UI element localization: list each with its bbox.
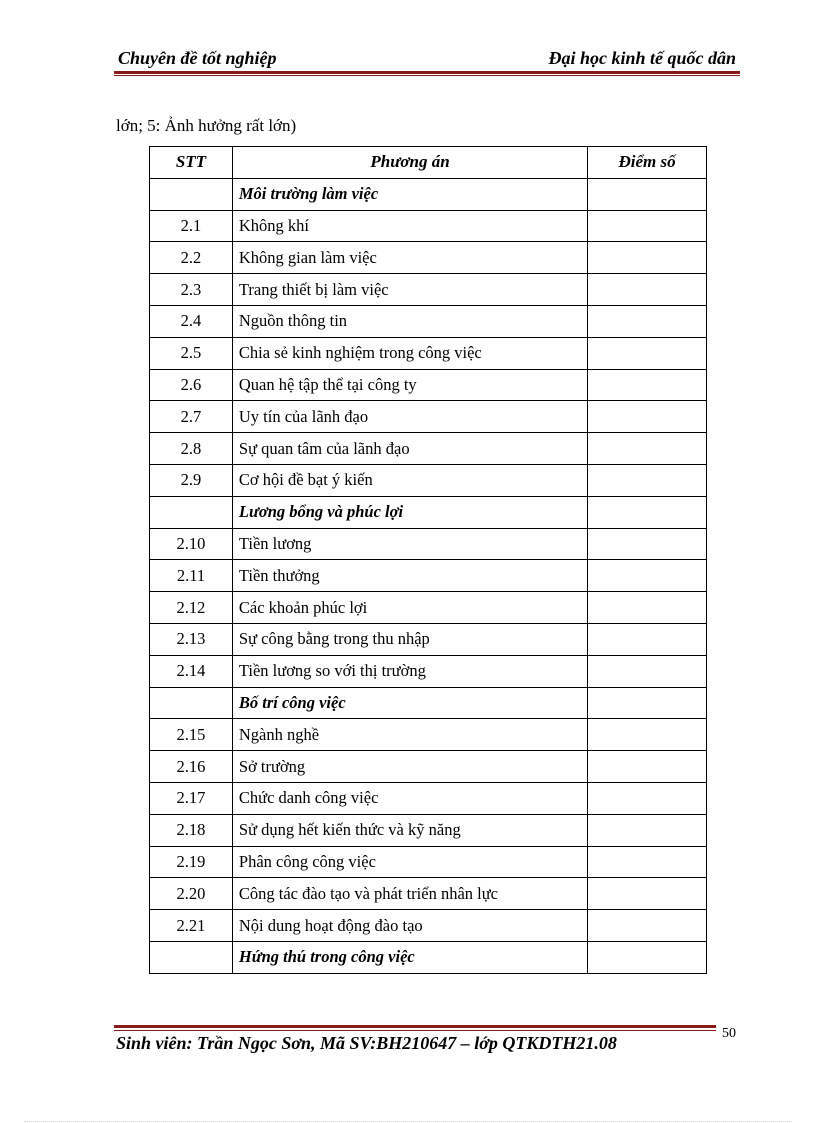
row-stt: 2.4 [150, 305, 233, 337]
row-stt: 2.19 [150, 846, 233, 878]
section-row [150, 496, 707, 528]
footer-rule-thin [114, 1030, 716, 1031]
header-phuong-an: Phương án [232, 147, 587, 179]
row-phuong-an: Sở trường [232, 751, 587, 783]
header-right-title: Đại học kinh tế quốc dân [548, 48, 736, 68]
row-diem-so [588, 305, 707, 337]
row-stt: 2.13 [150, 623, 233, 655]
header-rule-thick [114, 71, 740, 74]
table-row [150, 846, 707, 878]
row-stt: 2.2 [150, 242, 233, 274]
row-stt: 2.15 [150, 719, 233, 751]
table-row [150, 592, 707, 624]
table-row [150, 719, 707, 751]
footer-rule-thick [114, 1025, 716, 1028]
table-row [150, 210, 707, 242]
row-diem-so [588, 464, 707, 496]
survey-table [149, 146, 707, 974]
table-row [150, 242, 707, 274]
row-stt: 2.12 [150, 592, 233, 624]
row-phuong-an: Chia sẻ kinh nghiệm trong công việc [232, 337, 587, 369]
row-stt [150, 687, 233, 719]
table-header-row [150, 147, 707, 179]
row-phuong-an: Sự công bằng trong thu nhập [232, 623, 587, 655]
row-phuong-an: Không khí [232, 210, 587, 242]
section-row [150, 941, 707, 973]
row-phuong-an: Nguồn thông tin [232, 305, 587, 337]
row-phuong-an: Uy tín của lãnh đạo [232, 401, 587, 433]
row-diem-so [588, 433, 707, 465]
row-diem-so [588, 242, 707, 274]
row-phuong-an: Cơ hội đề bạt ý kiến [232, 464, 587, 496]
table-row [150, 751, 707, 783]
row-stt: 2.10 [150, 528, 233, 560]
section-title: Môi trường làm việc [232, 178, 587, 210]
section-row [150, 687, 707, 719]
section-row [150, 178, 707, 210]
table-row [150, 401, 707, 433]
row-diem-so [588, 560, 707, 592]
row-stt [150, 178, 233, 210]
row-diem-so [588, 751, 707, 783]
section-title: Hứng thú trong công việc [232, 941, 587, 973]
row-stt: 2.16 [150, 751, 233, 783]
row-phuong-an: Trang thiết bị làm việc [232, 274, 587, 306]
row-phuong-an: Ngành nghề [232, 719, 587, 751]
table-row [150, 782, 707, 814]
table-body [150, 178, 707, 973]
row-stt: 2.1 [150, 210, 233, 242]
row-stt: 2.8 [150, 433, 233, 465]
row-phuong-an: Quan hệ tập thể tại công ty [232, 369, 587, 401]
row-diem-so [588, 910, 707, 942]
header-rule-thin [114, 75, 740, 76]
header-left-title: Chuyên đề tốt nghiệp [118, 48, 277, 68]
row-diem-so [588, 623, 707, 655]
row-diem-so [588, 369, 707, 401]
table-row [150, 305, 707, 337]
row-phuong-an: Công tác đào tạo và phát triển nhân lực [232, 878, 587, 910]
row-diem-so [588, 528, 707, 560]
row-diem-so [588, 846, 707, 878]
table-row [150, 623, 707, 655]
table-row [150, 464, 707, 496]
row-stt: 2.5 [150, 337, 233, 369]
row-phuong-an: Tiền thưởng [232, 560, 587, 592]
row-diem-so [588, 719, 707, 751]
row-stt: 2.11 [150, 560, 233, 592]
table-row [150, 814, 707, 846]
table-row [150, 910, 707, 942]
row-phuong-an: Các khoản phúc lợi [232, 592, 587, 624]
table-row [150, 878, 707, 910]
row-diem-so [588, 687, 707, 719]
row-diem-so [588, 592, 707, 624]
row-phuong-an: Không gian làm việc [232, 242, 587, 274]
row-stt: 2.9 [150, 464, 233, 496]
table-row [150, 433, 707, 465]
table-row [150, 337, 707, 369]
header-diem-so: Điểm số [588, 147, 707, 179]
row-phuong-an: Phân công công việc [232, 846, 587, 878]
row-diem-so [588, 814, 707, 846]
row-stt [150, 496, 233, 528]
row-stt: 2.21 [150, 910, 233, 942]
row-diem-so [588, 941, 707, 973]
row-stt: 2.14 [150, 655, 233, 687]
row-stt: 2.20 [150, 878, 233, 910]
row-diem-so [588, 878, 707, 910]
header-stt: STT [150, 147, 233, 179]
section-title: Lương bổng và phúc lợi [232, 496, 587, 528]
row-diem-so [588, 337, 707, 369]
row-diem-so [588, 274, 707, 306]
row-stt: 2.6 [150, 369, 233, 401]
row-phuong-an: Sử dụng hết kiến thức và kỹ năng [232, 814, 587, 846]
footer-student-info: Sinh viên: Trần Ngọc Sơn, Mã SV:BH210647 – lớp QTKDTH21.08 [116, 1033, 617, 1053]
row-phuong-an: Tiền lương [232, 528, 587, 560]
row-stt [150, 941, 233, 973]
page-number: 50 [722, 1026, 736, 1041]
row-phuong-an: Tiền lương so với thị trường [232, 655, 587, 687]
row-phuong-an: Nội dung hoạt động đào tạo [232, 910, 587, 942]
row-diem-so [588, 496, 707, 528]
row-stt: 2.18 [150, 814, 233, 846]
row-diem-so [588, 782, 707, 814]
section-title: Bố trí công việc [232, 687, 587, 719]
table-row [150, 655, 707, 687]
intro-text: lớn; 5: Ảnh hưởng rất lớn) [116, 116, 297, 135]
table-row [150, 528, 707, 560]
table-row [150, 560, 707, 592]
row-phuong-an: Sự quan tâm của lãnh đạo [232, 433, 587, 465]
table-row [150, 369, 707, 401]
table-row [150, 274, 707, 306]
row-diem-so [588, 210, 707, 242]
row-phuong-an: Chức danh công việc [232, 782, 587, 814]
row-stt: 2.7 [150, 401, 233, 433]
row-diem-so [588, 655, 707, 687]
page-bottom-dotted-line [24, 1121, 792, 1122]
row-stt: 2.3 [150, 274, 233, 306]
row-diem-so [588, 401, 707, 433]
row-diem-so [588, 178, 707, 210]
row-stt: 2.17 [150, 782, 233, 814]
